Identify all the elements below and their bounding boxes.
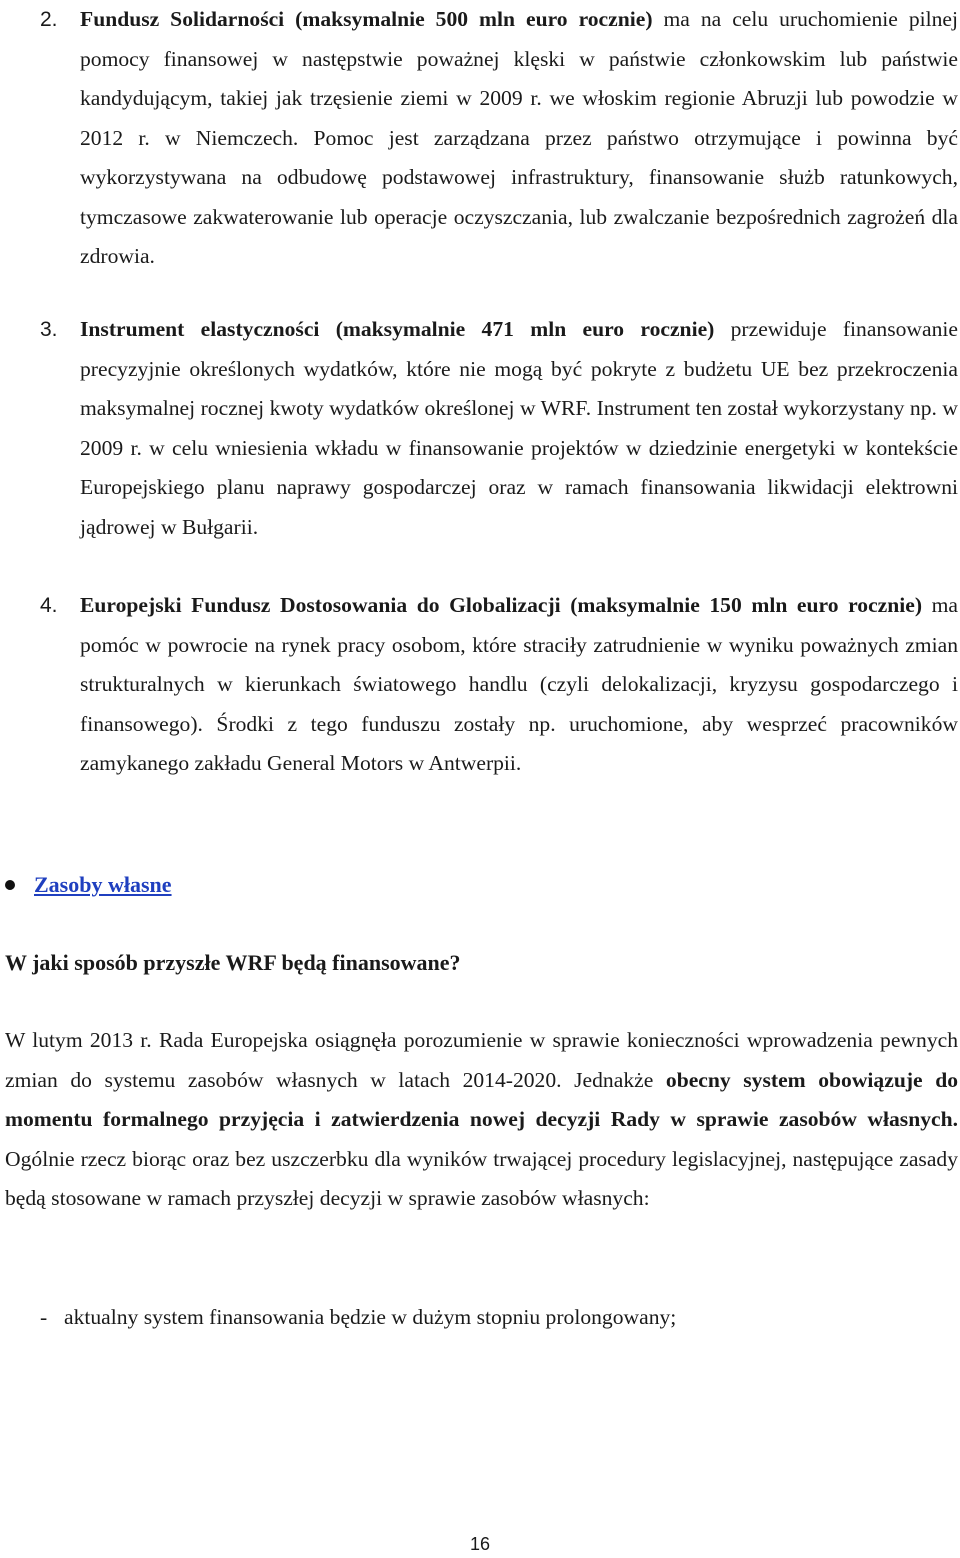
paragraph-bold: obecny system obowiązuje do momentu formalnego przyjęcia i zatwierdzenia nowej decyzji Rady w sprawie zasobów własnych. xyxy=(5,1067,959,1132)
list-item-text xyxy=(80,0,958,277)
list-item-3 xyxy=(0,310,960,547)
dash-list-item xyxy=(40,1300,676,1334)
bullet-icon xyxy=(5,880,15,890)
list-number: 2. xyxy=(40,8,58,31)
section-heading: W jaki sposób przyszłe WRF będą finansowane? xyxy=(5,950,461,975)
list-item-title: Instrument elastyczności (maksymalnie 471 mln euro rocznie) xyxy=(80,317,715,341)
body-paragraph xyxy=(5,1021,958,1219)
list-number: 3. xyxy=(40,318,58,341)
list-item-text xyxy=(80,310,958,547)
list-item-4 xyxy=(0,586,960,784)
list-number: 4. xyxy=(40,594,58,617)
list-item-body: ma na celu uruchomienie pilnej pomocy finansowej w następstwie poważnej klęski w państwie członkowskim lub państwie kandydującym, takiej jak trzęsienie ziemi w 2009 r. we włoskim regionie Abruzji lub powodzie w 2012 r. w Niemczech. Pomoc jest zarządzana przez państwo otrzymujące i powinna być wykorzystywana na odbudowę podstawowej infrastruktury, finansowanie służb ratunkowych, tymczasowe zakwaterowanie lub operacje oczyszczania, lub zwalczanie bezpośrednich zagrożeń dla zdrowia. xyxy=(80,7,958,268)
section-bullet xyxy=(0,868,960,902)
dash-marker: - xyxy=(40,1305,48,1329)
list-item-body: ma pomóc w powrocie na rynek pracy osobom, które straciły zatrudnienie w wyniku poważnych zmian strukturalnych w kierunkach światowego handlu (czyli delokalizacji, kryzysu gospodarczego i finansowego). Środki z tego funduszu zostały np. uruchomione, aby wesprzeć pracowników zamykanego zakładu General Motors w Antwerpii. xyxy=(80,593,959,775)
list-item-2 xyxy=(0,0,960,277)
list-item-title: Europejski Fundusz Dostosowania do Globalizacji (maksymalnie 150 mln euro rocznie) xyxy=(80,593,923,617)
list-item-title: Fundusz Solidarności (maksymalnie 500 mln euro rocznie) xyxy=(80,7,653,31)
page-number: 16 xyxy=(469,1534,491,1554)
paragraph-part1: W lutym 2013 r. Rada Europejska osiągnęła porozumienie w sprawie konieczności wprowadzenia pewnych zmian do systemu zasobów własnych w latach 2014-2020. Jednakże xyxy=(5,1028,958,1092)
paragraph-part2: Ogólnie rzecz biorąc oraz bez uszczerbku dla wyników trwającej procedury legislacyjnej, następujące zasady będą stosowane w ramach przyszłej decyzji w sprawie zasobów własnych: xyxy=(5,1146,958,1211)
list-item-body: przewiduje finansowanie precyzyjnie określonych wydatków, które nie mogą być pokryte z budżetu UE bez przekroczenia maksymalnej rocznej kwoty wydatków określonej w WRF. Instrument ten został wykorzystany np. w 2009 r. w celu wniesienia wkładu w finansowanie projektów w dziedzinie energetyki w kontekście Europejskiego planu naprawy gospodarczej oraz w ramach finansowania likwidacji elektrowni jądrowej w Bułgarii. xyxy=(80,317,958,539)
section-link-zasoby-wlasne[interactable]: Zasoby własne xyxy=(34,872,172,897)
dash-item-text: aktualny system finansowania będzie w dużym stopniu prolongowany; xyxy=(64,1305,677,1329)
list-item-text xyxy=(80,586,958,784)
